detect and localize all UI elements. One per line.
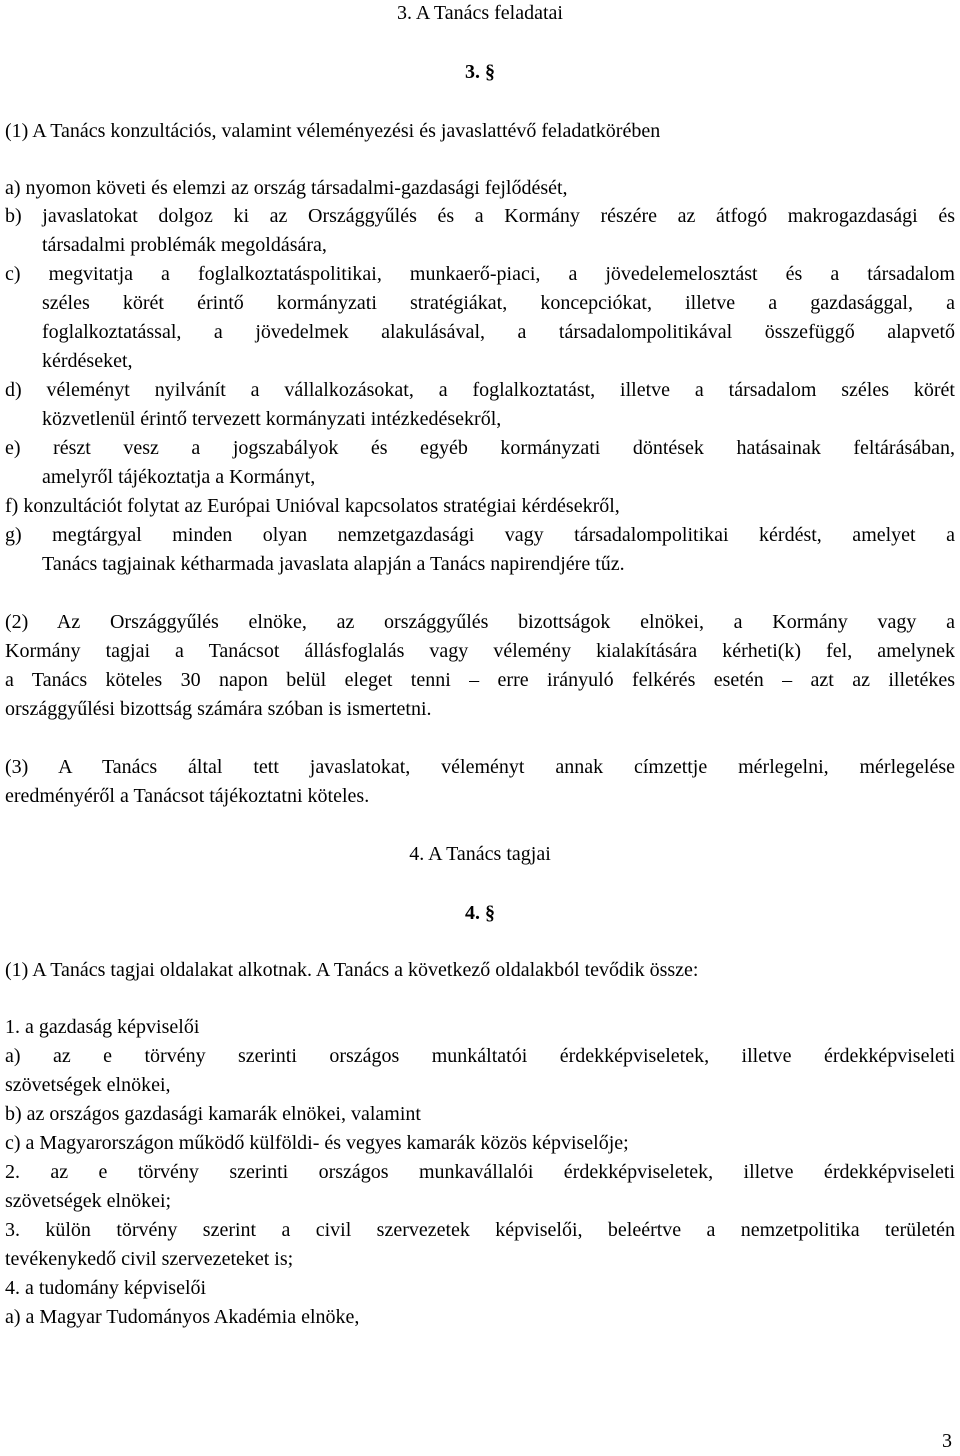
list-item-g-line-2: Tanács tagjainak kétharmada javaslata alapján a Tanács napirendjére tűz. <box>42 553 625 575</box>
member-group-2-line-1: 2. az e törvény szerinti országos munkavállalói érdekképviseletek, illetve érdekképviseleti <box>5 1161 955 1183</box>
list-item-b-line-2: társadalmi problémák megoldására, <box>42 234 327 256</box>
member-group-2-line-2: szövetségek elnökei; <box>5 1190 172 1212</box>
list-item-c-line-4: kérdéseket, <box>42 350 133 372</box>
section-3-paragraph-1-intro: (1) A Tanács konzultációs, valamint véleményezési és javaslattévő feladatkörében <box>5 120 661 142</box>
list-item-c-line-3: foglalkoztatással, a jövedelmek alakulásával, a társadalompolitikával összefüggő alapvető <box>42 321 955 343</box>
section-3-paragraph-2-line-4: országgyűlési bizottság számára szóban is ismertetni. <box>5 698 432 720</box>
member-group-1: 1. a gazdaság képviselői <box>5 1016 200 1038</box>
section-3-paragraph-2-line-1: (2) Az Országgyűlés elnöke, az országgyűlés bizottságok elnökei, a Kormány vagy a <box>5 611 955 633</box>
section-4-paragraph-1: (1) A Tanács tagjai oldalakat alkotnak. A Tanács a következő oldalakból tevődik össze: <box>5 959 699 981</box>
list-item-b-line-1: b) javaslatokat dolgoz ki az Országgyűlés és a Kormány részére az átfogó makrogazdasági és <box>5 205 955 227</box>
member-group-3-line-1: 3. külön törvény szerint a civil szervezetek képviselői, beleértve a nemzetpolitika területén <box>5 1219 955 1241</box>
list-item-d-line-2: közvetlenül érintő tervezett kormányzati intézkedésekről, <box>42 408 502 430</box>
member-group-4: 4. a tudomány képviselői <box>5 1277 207 1299</box>
member-group-3-line-2: tevékenykedő civil szervezeteket is; <box>5 1248 294 1270</box>
page-number: 3 <box>942 1430 952 1452</box>
list-item-e-line-1: e) részt vesz a jogszabályok és egyéb kormányzati döntések hatásainak feltárásában, <box>5 437 955 459</box>
section-3-paragraph-2-line-2: Kormány tagjai a Tanácsot állásfoglalás vagy vélemény kialakítására kérheti(k) fel, amelynek <box>5 640 955 662</box>
member-group-4-a: a) a Magyar Tudományos Akadémia elnöke, <box>5 1306 360 1328</box>
member-group-1-c: c) a Magyarországon működő külföldi- és vegyes kamarák közös képviselője; <box>5 1132 629 1154</box>
section-3-paragraph-3-line-2: eredményéről a Tanácsot tájékoztatni köteles. <box>5 785 370 807</box>
member-group-1-a-line-2: szövetségek elnökei, <box>5 1074 171 1096</box>
chapter-3-heading: 3. A Tanács feladatai <box>397 2 563 24</box>
list-item-e-line-2: amelyről tájékoztatja a Kormányt, <box>42 466 316 488</box>
section-4-mark: 4. § <box>465 902 495 924</box>
list-item-f: f) konzultációt folytat az Európai Unióval kapcsolatos stratégiai kérdésekről, <box>5 495 620 517</box>
chapter-4-heading: 4. A Tanács tagjai <box>409 843 551 865</box>
list-item-c-line-2: széles körét érintő kormányzati stratégiákat, koncepciókat, illetve a gazdasággal, a <box>42 292 955 314</box>
list-item-g-line-1: g) megtárgyal minden olyan nemzetgazdasági vagy társadalompolitikai kérdést, amelyet a <box>5 524 955 546</box>
section-3-paragraph-2-line-3: a Tanács köteles 30 napon belül eleget tenni – erre irányuló felkérés esetén – azt az illetékes <box>5 669 955 691</box>
member-group-1-b: b) az országos gazdasági kamarák elnökei, valamint <box>5 1103 421 1125</box>
list-item-c-line-1: c) megvitatja a foglalkoztatáspolitikai, munkaerő-piaci, a jövedelemelosztást és a társadalom <box>5 263 955 285</box>
list-item-a: a) nyomon követi és elemzi az ország társadalmi-gazdasági fejlődését, <box>5 177 568 199</box>
member-group-1-a-line-1: a) az e törvény szerinti országos munkáltatói érdekképviseletek, illetve érdekképviseleti <box>5 1045 955 1067</box>
list-item-d-line-1: d) véleményt nyilvánít a vállalkozásokat, a foglalkoztatást, illetve a társadalom széles körét <box>5 379 955 401</box>
section-3-mark: 3. § <box>465 61 495 83</box>
section-3-paragraph-3-line-1: (3) A Tanács által tett javaslatokat, véleményt annak címzettje mérlegelni, mérlegelése <box>5 756 955 778</box>
